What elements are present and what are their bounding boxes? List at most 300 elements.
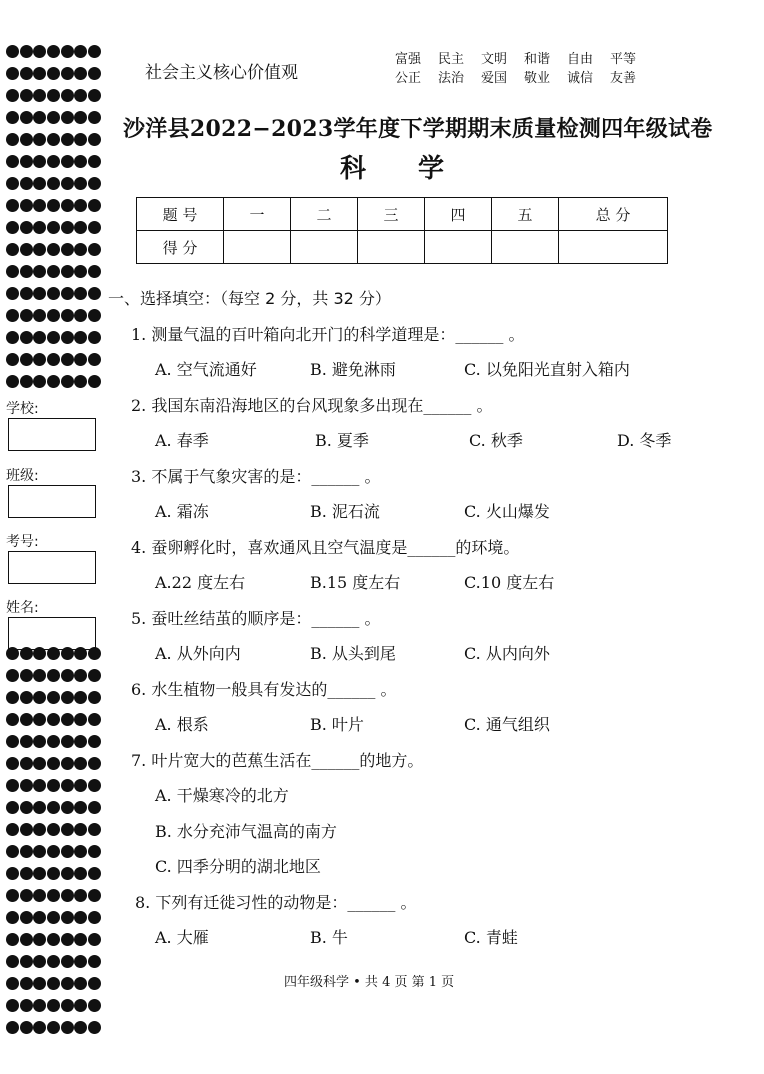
question-stem: 5. 蚕吐丝结茧的顺序是：______ 。 <box>131 609 381 628</box>
binding-dot <box>33 177 46 190</box>
binding-dot <box>20 177 33 190</box>
binding-dot <box>74 801 87 814</box>
binding-dot <box>88 977 101 990</box>
binding-dot <box>6 199 19 212</box>
option-item: A. 霜冻 <box>155 502 209 521</box>
binding-dot <box>33 375 46 388</box>
binding-dot <box>20 221 33 234</box>
binding-dot <box>61 933 74 946</box>
binding-dot <box>6 353 19 366</box>
option-item: B. 牛 <box>310 928 348 947</box>
binding-dot <box>33 309 46 322</box>
binding-dot <box>6 867 19 880</box>
binding-dot <box>33 331 46 344</box>
binding-dot <box>20 133 33 146</box>
binding-dot <box>6 155 19 168</box>
binding-dot <box>61 669 74 682</box>
binding-dot <box>74 779 87 792</box>
binding-dot <box>20 889 33 902</box>
option-item: A. 干燥寒冷的北方 <box>155 786 289 805</box>
option-item: C. 四季分明的湖北地区 <box>155 857 321 876</box>
binding-dot <box>47 669 60 682</box>
binding-dot <box>47 735 60 748</box>
binding-dot <box>6 133 19 146</box>
option-item: C. 火山爆发 <box>464 502 550 521</box>
binding-dot <box>6 375 19 388</box>
binding-dot <box>88 45 101 58</box>
binding-dot <box>74 111 87 124</box>
option-item: C. 从内向外 <box>464 644 550 663</box>
binding-dot <box>88 353 101 366</box>
table-cell: 题 号 <box>137 198 224 231</box>
binding-dot <box>61 287 74 300</box>
binding-dot <box>88 199 101 212</box>
binding-dot <box>74 243 87 256</box>
binding-dot <box>6 265 19 278</box>
binding-dot <box>33 999 46 1012</box>
binding-dot <box>88 955 101 968</box>
binding-dot <box>88 757 101 770</box>
binding-dot <box>88 889 101 902</box>
binding-dot <box>6 823 19 836</box>
binding-dot <box>33 1021 46 1034</box>
binding-dot <box>20 265 33 278</box>
binding-dot <box>61 911 74 924</box>
binding-dot <box>20 691 33 704</box>
binding-dot <box>6 801 19 814</box>
option-item: C. 以免阳光直射入箱内 <box>464 360 630 379</box>
binding-dot <box>33 287 46 300</box>
binding-dot <box>33 867 46 880</box>
binding-dot <box>88 133 101 146</box>
binding-dot <box>33 691 46 704</box>
option-item: B.15 度左右 <box>310 573 401 592</box>
option-item: A. 根系 <box>155 715 209 734</box>
binding-dot <box>74 955 87 968</box>
binding-dot <box>74 977 87 990</box>
option-item: A. 空气流通好 <box>155 360 257 379</box>
table-cell: 三 <box>358 198 425 231</box>
binding-dot <box>88 89 101 102</box>
binding-dot <box>6 911 19 924</box>
table-cell: 总 分 <box>559 198 668 231</box>
binding-dot <box>88 911 101 924</box>
binding-dot <box>61 221 74 234</box>
score-cell[interactable] <box>492 231 559 264</box>
binding-dot <box>74 889 87 902</box>
binding-dot <box>20 911 33 924</box>
binding-dot <box>61 155 74 168</box>
option-item: A.22 度左右 <box>155 573 246 592</box>
binding-dot <box>88 155 101 168</box>
section-heading: 一、选择填空：（每空 2 分，共 32 分） <box>108 289 391 308</box>
binding-dot <box>74 199 87 212</box>
binding-dot <box>33 911 46 924</box>
binding-dot <box>61 353 74 366</box>
option-item: A. 从外向内 <box>155 644 241 663</box>
binding-dot <box>47 45 60 58</box>
binding-dot <box>61 779 74 792</box>
binding-dot <box>47 221 60 234</box>
binding-dot <box>33 353 46 366</box>
binding-dot <box>61 45 74 58</box>
binding-dot <box>33 955 46 968</box>
binding-dot <box>47 779 60 792</box>
binding-dot <box>20 89 33 102</box>
subject-title: 科学 <box>340 154 497 184</box>
binding-dot <box>47 265 60 278</box>
binding-dot <box>20 353 33 366</box>
binding-dot <box>88 265 101 278</box>
binding-dot <box>74 67 87 80</box>
binding-dot <box>20 845 33 858</box>
binding-dot <box>33 713 46 726</box>
option-item: D. 冬季 <box>617 431 672 450</box>
binding-dot <box>88 691 101 704</box>
exam-number-label: 考号: <box>6 534 39 550</box>
binding-dot <box>33 265 46 278</box>
binding-dot <box>20 801 33 814</box>
binding-dot <box>88 779 101 792</box>
binding-dot <box>88 331 101 344</box>
binding-dot <box>61 955 74 968</box>
table-cell: 二 <box>291 198 358 231</box>
binding-dot <box>47 199 60 212</box>
option-item: B. 从头到尾 <box>310 644 396 663</box>
class-field[interactable] <box>8 485 96 518</box>
binding-dot <box>6 735 19 748</box>
binding-dot <box>88 309 101 322</box>
binding-dot <box>33 155 46 168</box>
binding-dot <box>61 889 74 902</box>
binding-dot <box>88 243 101 256</box>
question-stem: 1. 测量气温的百叶箱向北开门的科学道理是：______ 。 <box>131 325 525 344</box>
binding-dot <box>47 867 60 880</box>
binding-dot <box>61 823 74 836</box>
binding-dot <box>20 375 33 388</box>
binding-dot <box>33 221 46 234</box>
binding-dot <box>47 133 60 146</box>
core-values-row-1 <box>395 50 653 69</box>
binding-dot <box>74 177 87 190</box>
question-stem: 6. 水生植物一般具有发达的______ 。 <box>131 680 397 699</box>
binding-dot <box>20 669 33 682</box>
binding-dot <box>88 801 101 814</box>
binding-dot <box>20 757 33 770</box>
binding-dot <box>61 177 74 190</box>
binding-dot <box>61 977 74 990</box>
binding-dot <box>88 867 101 880</box>
binding-dot <box>47 713 60 726</box>
binding-dot <box>74 999 87 1012</box>
score-cell[interactable] <box>425 231 492 264</box>
binding-dot <box>74 287 87 300</box>
binding-dot <box>20 999 33 1012</box>
table-cell: 一 <box>224 198 291 231</box>
core-values-title: 社会主义核心价值观 <box>145 63 298 83</box>
table-cell: 得 分 <box>137 231 224 264</box>
binding-dot <box>88 823 101 836</box>
binding-dot <box>74 89 87 102</box>
binding-dot <box>88 375 101 388</box>
core-values-list <box>395 50 653 88</box>
school-field[interactable] <box>8 418 96 451</box>
binding-dot <box>33 669 46 682</box>
binding-dot <box>47 757 60 770</box>
binding-dot <box>61 735 74 748</box>
question-stem: 4. 蚕卵孵化时，喜欢通风且空气温度是______的环境。 <box>131 538 520 557</box>
binding-dot <box>88 713 101 726</box>
value-item: 文明 <box>481 52 508 67</box>
binding-dot <box>61 1021 74 1034</box>
binding-dot <box>61 111 74 124</box>
binding-dot <box>20 199 33 212</box>
binding-dot <box>20 779 33 792</box>
binding-dot <box>88 111 101 124</box>
binding-dot <box>33 779 46 792</box>
binding-dot <box>33 845 46 858</box>
binding-dot <box>74 933 87 946</box>
binding-dot <box>61 757 74 770</box>
binding-dot <box>47 889 60 902</box>
binding-dot <box>47 177 60 190</box>
binding-dot <box>74 155 87 168</box>
value-item: 公正 <box>395 71 422 86</box>
score-cell[interactable] <box>358 231 425 264</box>
binding-dot <box>61 133 74 146</box>
value-item: 法治 <box>438 71 465 86</box>
question-stem: 7. 叶片宽大的芭蕉生活在______的地方。 <box>131 751 424 770</box>
binding-dot <box>47 287 60 300</box>
binding-dot <box>47 955 60 968</box>
core-values-row-2 <box>395 69 653 88</box>
binding-dot <box>88 845 101 858</box>
binding-dot <box>6 889 19 902</box>
question-stem: 3. 不属于气象灾害的是：______ 。 <box>131 467 381 486</box>
value-item: 自由 <box>567 52 594 67</box>
binding-dot <box>61 265 74 278</box>
option-item: B. 避免淋雨 <box>310 360 396 379</box>
option-item: C.10 度左右 <box>464 573 555 592</box>
binding-dot <box>47 823 60 836</box>
binding-dot <box>74 669 87 682</box>
binding-dot <box>74 691 87 704</box>
binding-dot <box>33 823 46 836</box>
exam-number-field[interactable] <box>8 551 96 584</box>
binding-dot <box>6 977 19 990</box>
binding-dot <box>61 89 74 102</box>
binding-dot <box>61 243 74 256</box>
binding-dot <box>47 243 60 256</box>
score-table-header-row <box>137 198 668 231</box>
binding-dot <box>33 67 46 80</box>
binding-dot <box>47 1021 60 1034</box>
binding-dot <box>33 199 46 212</box>
binding-dot <box>47 691 60 704</box>
binding-dot <box>47 331 60 344</box>
binding-dot <box>47 67 60 80</box>
binding-dot <box>47 845 60 858</box>
binding-dot <box>47 999 60 1012</box>
binding-dot <box>61 691 74 704</box>
option-item: C. 通气组织 <box>464 715 550 734</box>
class-label: 班级: <box>6 468 39 484</box>
binding-dot <box>6 933 19 946</box>
binding-dot <box>20 287 33 300</box>
binding-dot <box>33 933 46 946</box>
binding-dot <box>20 45 33 58</box>
table-cell: 四 <box>425 198 492 231</box>
option-item: A. 春季 <box>155 431 209 450</box>
binding-dot <box>6 691 19 704</box>
binding-dot <box>61 375 74 388</box>
binding-dot <box>6 177 19 190</box>
score-cell[interactable] <box>224 231 291 264</box>
binding-dot <box>20 823 33 836</box>
binding-dot <box>74 735 87 748</box>
binding-dot <box>6 669 19 682</box>
binding-dot <box>61 845 74 858</box>
binding-dot <box>61 999 74 1012</box>
question-stem: 2. 我国东南沿海地区的台风现象多出现在______ 。 <box>131 396 493 415</box>
binding-dot <box>74 911 87 924</box>
binding-dot <box>20 155 33 168</box>
binding-dot <box>74 45 87 58</box>
option-item: B. 泥石流 <box>310 502 380 521</box>
option-item: B. 叶片 <box>310 715 364 734</box>
binding-dot <box>47 933 60 946</box>
binding-dot <box>61 309 74 322</box>
score-cell[interactable] <box>291 231 358 264</box>
binding-dot <box>33 133 46 146</box>
page-footer: 四年级科学 • 共 4 页 第 1 页 <box>284 975 455 990</box>
binding-dot <box>74 309 87 322</box>
binding-dot <box>20 111 33 124</box>
binding-dot <box>74 265 87 278</box>
option-item: C. 秋季 <box>469 431 523 450</box>
binding-dot <box>6 779 19 792</box>
option-item: B. 水分充沛气温高的南方 <box>155 822 337 841</box>
value-item: 敬业 <box>524 71 551 86</box>
binding-dot <box>20 309 33 322</box>
binding-dot <box>61 199 74 212</box>
binding-dot <box>74 845 87 858</box>
exam-title: 沙洋县2022−2023学年度下学期期末质量检测四年级试卷 <box>123 116 713 142</box>
value-item: 诚信 <box>567 71 594 86</box>
table-cell: 五 <box>492 198 559 231</box>
binding-dot <box>20 867 33 880</box>
school-label: 学校: <box>6 401 39 417</box>
binding-dot <box>6 713 19 726</box>
binding-dot <box>47 801 60 814</box>
binding-dot <box>20 1021 33 1034</box>
name-field[interactable] <box>8 617 96 650</box>
value-item: 友善 <box>610 71 637 86</box>
score-cell[interactable] <box>559 231 668 264</box>
binding-dot <box>33 801 46 814</box>
score-table <box>136 197 668 264</box>
binding-dot <box>6 221 19 234</box>
binding-dot <box>47 111 60 124</box>
score-table-score-row <box>137 231 668 264</box>
binding-dot <box>20 735 33 748</box>
binding-dot <box>33 45 46 58</box>
binding-dot <box>61 331 74 344</box>
binding-dots-top <box>6 44 102 398</box>
name-label: 姓名: <box>6 600 39 616</box>
binding-dot <box>74 133 87 146</box>
binding-dot <box>74 867 87 880</box>
binding-dots-bottom <box>6 646 102 1036</box>
option-item: A. 大雁 <box>155 928 209 947</box>
value-item: 和谐 <box>524 52 551 67</box>
binding-dot <box>20 713 33 726</box>
binding-dot <box>88 67 101 80</box>
binding-dot <box>33 243 46 256</box>
binding-dot <box>20 933 33 946</box>
binding-dot <box>61 713 74 726</box>
binding-dot <box>88 933 101 946</box>
binding-dot <box>88 999 101 1012</box>
binding-dot <box>6 1021 19 1034</box>
binding-dot <box>6 999 19 1012</box>
value-item: 民主 <box>438 52 465 67</box>
binding-dot <box>61 801 74 814</box>
binding-dot <box>74 331 87 344</box>
binding-dot <box>33 111 46 124</box>
binding-dot <box>88 1021 101 1034</box>
binding-dot <box>20 331 33 344</box>
binding-dot <box>88 177 101 190</box>
binding-dot <box>6 67 19 80</box>
binding-dot <box>74 757 87 770</box>
binding-dot <box>74 1021 87 1034</box>
binding-dot <box>47 309 60 322</box>
option-item: C. 青蛙 <box>464 928 518 947</box>
binding-dot <box>61 67 74 80</box>
binding-dot <box>20 955 33 968</box>
binding-dot <box>33 89 46 102</box>
question-stem: 8. 下列有迁徙习性的动物是：______ 。 <box>135 893 417 912</box>
binding-dot <box>47 977 60 990</box>
binding-dot <box>6 845 19 858</box>
binding-dot <box>6 89 19 102</box>
binding-dot <box>88 735 101 748</box>
binding-dot <box>74 375 87 388</box>
binding-dot <box>6 955 19 968</box>
binding-dot <box>6 45 19 58</box>
binding-dot <box>47 375 60 388</box>
binding-dot <box>88 287 101 300</box>
value-item: 爱国 <box>481 71 508 86</box>
binding-dot <box>74 823 87 836</box>
binding-dot <box>6 309 19 322</box>
binding-dot <box>20 67 33 80</box>
binding-dot <box>47 911 60 924</box>
binding-dot <box>33 757 46 770</box>
binding-dot <box>88 221 101 234</box>
binding-dot <box>33 889 46 902</box>
binding-dot <box>47 89 60 102</box>
binding-dot <box>20 243 33 256</box>
binding-dot <box>33 977 46 990</box>
binding-dot <box>6 287 19 300</box>
binding-dot <box>6 331 19 344</box>
binding-dot <box>61 867 74 880</box>
binding-dot <box>47 155 60 168</box>
binding-dot <box>20 977 33 990</box>
value-item: 平等 <box>610 52 637 67</box>
